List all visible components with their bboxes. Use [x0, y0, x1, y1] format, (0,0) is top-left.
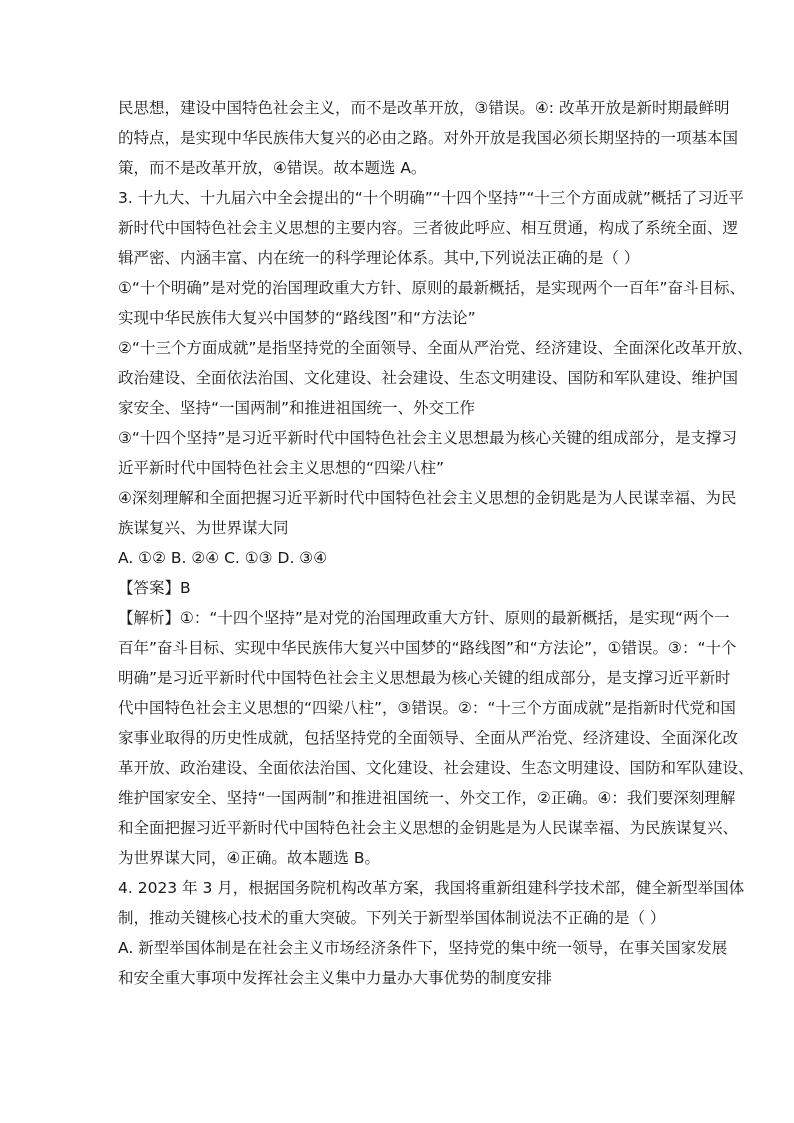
text-line: 新时代中国特色社会主义思想的主要内容。三者彼此呼应、相互贯通，构成了系统全面、逻	[118, 219, 739, 237]
text-line: 和全面把握习近平新时代中国特色社会主义思想的金钥匙是为人民谋幸福、为民族谋复兴、	[118, 819, 739, 837]
statement-4: ④深刻理解和全面把握习近平新时代中国特色社会主义思想的金钥匙是为人民谋幸福、为民	[118, 489, 737, 507]
text-line: 实现中华民族伟大复兴中国梦的“路线图”和“方法论”	[118, 309, 476, 327]
text-line: 代中国特色社会主义思想的“四梁八柱”，③错误。②：“十三个方面成就”是指新时代党和国	[118, 699, 736, 717]
text-line: 明确”是习近平新时代中国特色社会主义思想最为核心关键的组成部分，是支撑习近平新时	[118, 669, 731, 687]
statement-1: ①“十个明确”是对党的治国理政重大方针、原则的最新概括，是实现两个一百年”奋斗目标、	[118, 279, 745, 297]
text-line: 民思想，建设中国特色社会主义，而不是改革开放，③错误。④: 改革开放是新时期最鲜明	[118, 99, 730, 117]
text-line: 维护国家安全、坚持“一国两制”和推进祖国统一、外交工作，②正确。④：我们要深刻理解	[118, 789, 736, 807]
text-line: 家事业取得的历史性成就，包括坚持党的全面领导、全面从严治党、经济建设、全面深化改	[118, 729, 739, 747]
text-line: 辑严密、内涵丰富、内在统一的科学理论体系。其中,下列说法正确的是（ ）	[118, 249, 640, 267]
text-line: 策，而不是改革开放，④错误。故本题选 A。	[118, 159, 427, 177]
text-line: 近平新时代中国特色社会主义思想的“四梁八柱”	[118, 459, 445, 477]
answer-line: 【答案】B	[118, 579, 191, 597]
text-line: 制，推动关键核心技术的重大突破。下列关于新型举国体制说法不正确的是（ ）	[118, 909, 666, 927]
question-4-stem: 4. 2023 年 3 月，根据国务院机构改革方案，我国将重新组建科学技术部，健全新型举国体	[118, 879, 745, 897]
text-line: 政治建设、全面依法治国、文化建设、社会建设、生态文明建设、国防和军队建设、维护国	[118, 369, 739, 387]
text-line: 革开放、政治建设、全面依法治国、文化建设、社会建设、生态文明建设、国防和军队建设、	[118, 759, 754, 777]
document-body	[118, 93, 754, 993]
text-line: 和安全重大事项中发挥社会主义集中力量办大事优势的制度安排	[118, 969, 553, 987]
text-line: 百年”奋斗目标、实现中华民族伟大复兴中国梦的“路线图”和“方法论”，①错误。③：“十个	[118, 639, 737, 657]
answer-options: A. ①② B. ②④ C. ①③ D. ③④	[118, 549, 328, 567]
text-line: 家安全、坚持“一国两制”和推进祖国统一、外交工作	[118, 399, 476, 417]
analysis-start: 【解析】①：“十四个坚持”是对党的治国理政重大方针、原则的最新概括，是实现“两个一	[118, 609, 730, 627]
option-a: A. 新型举国体制是在社会主义市场经济条件下，坚持党的集中统一领导，在事关国家发展	[118, 939, 728, 957]
text-line: 为世界谋大同，④正确。故本题选 B。	[118, 849, 380, 867]
statement-2: ②“十三个方面成就”是指坚持党的全面领导、全面从严治党、经济建设、全面深化改革开放、	[118, 339, 753, 357]
question-3-stem: 3. 十九大、十九届六中全会提出的“十个明确”“十四个坚持”“十三个方面成就”概括了习近平	[118, 189, 744, 207]
statement-3: ③“十四个坚持”是习近平新时代中国特色社会主义思想最为核心关键的组成部分，是支撑习	[118, 429, 737, 447]
text-line: 的特点，是实现中华民族伟大复兴的必由之路。对外开放是我国必须长期坚持的一项基本国	[118, 129, 739, 147]
text-line: 族谋复兴、为世界谋大同	[118, 519, 289, 537]
